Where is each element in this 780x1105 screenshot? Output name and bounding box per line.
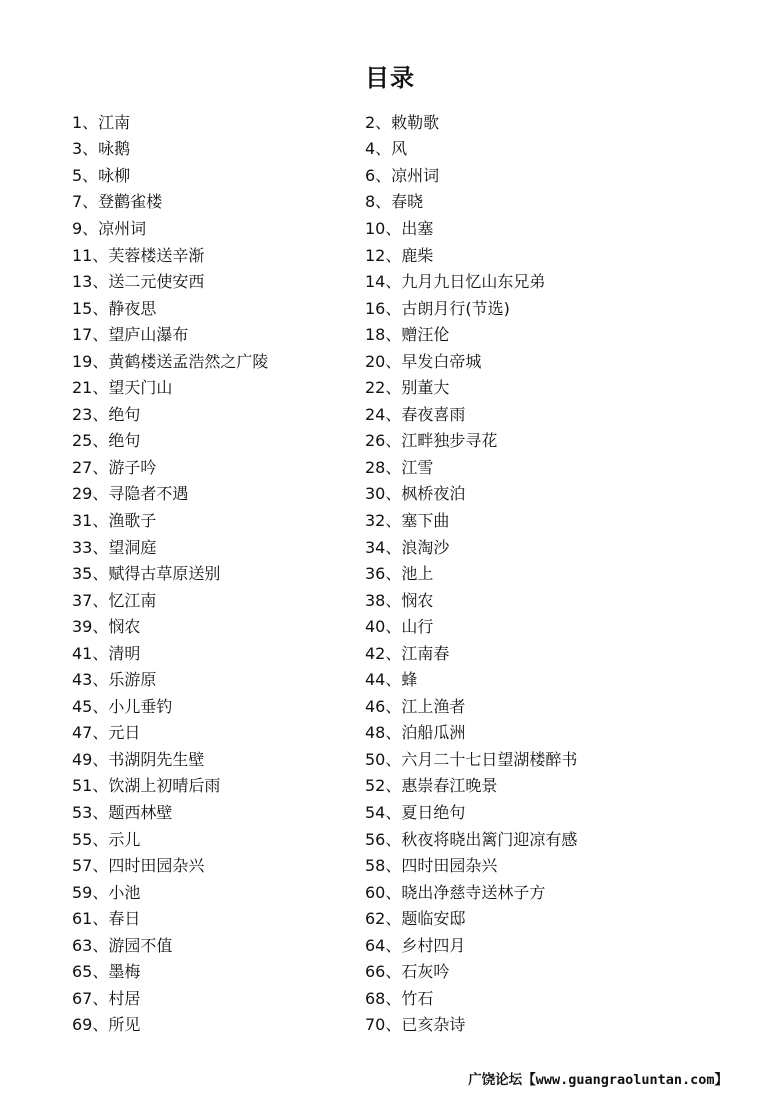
toc-entry: 62、题临安邸 [365, 909, 466, 929]
toc-entry: 30、枫桥夜泊 [365, 484, 466, 504]
toc-row [72, 639, 732, 666]
toc-entry: 8、春晓 [365, 192, 424, 212]
toc-entry: 14、九月九日忆山东兄弟 [365, 272, 546, 292]
toc-row [72, 373, 732, 400]
toc-entry: 45、小儿垂钓 [72, 696, 173, 716]
toc-row [72, 798, 732, 825]
toc-row [72, 241, 732, 268]
toc-entry: 33、望洞庭 [72, 537, 157, 557]
toc-entry: 40、山行 [365, 617, 434, 637]
toc-entry: 46、江上渔者 [365, 696, 466, 716]
toc-entry: 5、咏柳 [72, 165, 131, 185]
toc-row [72, 108, 732, 135]
toc-entry: 28、江雪 [365, 457, 434, 477]
toc-entry: 26、江畔独步寻花 [365, 431, 498, 451]
toc-entry: 63、游园不值 [72, 935, 173, 955]
toc-entry: 7、登鹳雀楼 [72, 192, 163, 212]
toc-row [72, 135, 732, 162]
toc-row [72, 745, 732, 772]
toc-row [72, 214, 732, 241]
toc-entry: 19、黄鹤楼送孟浩然之广陵 [72, 351, 269, 371]
toc-entry: 35、赋得古草原送别 [72, 564, 221, 584]
toc-entry: 10、出塞 [365, 218, 434, 238]
toc-entry: 48、泊船瓜洲 [365, 723, 466, 743]
toc-row [72, 480, 732, 507]
toc-row [72, 931, 732, 958]
toc-entry: 64、乡村四月 [365, 935, 466, 955]
toc-entry: 51、饮湖上初晴后雨 [72, 776, 221, 796]
toc-entry: 27、游子吟 [72, 457, 157, 477]
toc-row [72, 559, 732, 586]
toc-row [72, 904, 732, 931]
toc-entry: 29、寻隐者不遇 [72, 484, 189, 504]
toc-row [72, 188, 732, 215]
toc-entry: 37、忆江南 [72, 590, 157, 610]
page-title: 目录 [365, 64, 415, 92]
toc-entry: 36、池上 [365, 564, 434, 584]
toc-entry: 47、元日 [72, 723, 141, 743]
toc-entry: 66、石灰吟 [365, 962, 450, 982]
toc-entry: 6、凉州词 [365, 165, 440, 185]
toc-entry: 13、送二元使安西 [72, 272, 205, 292]
toc-row [72, 506, 732, 533]
toc-entry: 55、示儿 [72, 829, 141, 849]
toc-entry: 4、风 [365, 139, 408, 159]
toc-row [72, 665, 732, 692]
toc-entry: 54、夏日绝句 [365, 802, 466, 822]
toc-entry: 34、浪淘沙 [365, 537, 450, 557]
toc-entry: 56、秋夜将晓出篱门迎凉有感 [365, 829, 578, 849]
toc-entry: 2、敕勒歌 [365, 112, 440, 132]
toc-entry: 31、渔歌子 [72, 510, 157, 530]
toc-row [72, 267, 732, 294]
toc-entry: 61、春日 [72, 909, 141, 929]
toc-row [72, 692, 732, 719]
toc-entry: 32、塞下曲 [365, 510, 450, 530]
toc-entry: 60、晓出净慈寺送林子方 [365, 882, 546, 902]
toc-entry: 42、江南春 [365, 643, 450, 663]
toc-row [72, 984, 732, 1011]
footer-site-name: 广饶论坛 [468, 1072, 523, 1088]
toc-row [72, 851, 732, 878]
toc-row [72, 586, 732, 613]
toc-row [72, 453, 732, 480]
toc-entry: 53、题西林壁 [72, 802, 173, 822]
table-of-contents [72, 108, 732, 1037]
toc-entry: 41、清明 [72, 643, 141, 663]
toc-entry: 16、古朗月行(节选) [365, 298, 510, 318]
toc-row [72, 400, 732, 427]
toc-entry: 58、四时田园杂兴 [365, 856, 498, 876]
toc-entry: 57、四时田园杂兴 [72, 856, 205, 876]
toc-entry: 22、别董大 [365, 378, 450, 398]
toc-entry: 38、悯农 [365, 590, 434, 610]
toc-entry: 18、赠汪伦 [365, 325, 450, 345]
toc-entry: 25、绝句 [72, 431, 141, 451]
toc-entry: 11、芙蓉楼送辛渐 [72, 245, 205, 265]
toc-entry: 44、蜂 [365, 670, 418, 690]
footer-url: 【www.guangraoluntan.com】 [522, 1072, 728, 1088]
footer-watermark [468, 1068, 728, 1088]
toc-entry: 24、春夜喜雨 [365, 404, 466, 424]
toc-entry: 65、墨梅 [72, 962, 141, 982]
toc-entry: 67、村居 [72, 988, 141, 1008]
toc-row [72, 719, 732, 746]
toc-row [72, 427, 732, 454]
toc-entry: 21、望天门山 [72, 378, 173, 398]
toc-row [72, 320, 732, 347]
toc-row [72, 878, 732, 905]
toc-entry: 3、咏鹅 [72, 139, 131, 159]
toc-row [72, 825, 732, 852]
toc-row [72, 1011, 732, 1038]
toc-entry: 9、凉州词 [72, 218, 147, 238]
toc-entry: 68、竹石 [365, 988, 434, 1008]
toc-entry: 43、乐游原 [72, 670, 157, 690]
toc-entry: 39、悯农 [72, 617, 141, 637]
toc-row [72, 533, 732, 560]
toc-row [72, 294, 732, 321]
toc-entry: 70、已亥杂诗 [365, 1015, 466, 1035]
toc-entry: 1、江南 [72, 112, 131, 132]
toc-entry: 49、书湖阴先生壁 [72, 749, 205, 769]
toc-entry: 23、绝句 [72, 404, 141, 424]
toc-row [72, 772, 732, 799]
toc-entry: 20、早发白帝城 [365, 351, 482, 371]
toc-entry: 50、六月二十七日望湖楼醉书 [365, 749, 578, 769]
toc-entry: 69、所见 [72, 1015, 141, 1035]
toc-entry: 15、静夜思 [72, 298, 157, 318]
toc-entry: 59、小池 [72, 882, 141, 902]
toc-entry: 12、鹿柴 [365, 245, 434, 265]
toc-row [72, 958, 732, 985]
toc-row [72, 612, 732, 639]
toc-row [72, 347, 732, 374]
toc-row [72, 161, 732, 188]
toc-entry: 52、惠崇春江晚景 [365, 776, 498, 796]
toc-entry: 17、望庐山瀑布 [72, 325, 189, 345]
